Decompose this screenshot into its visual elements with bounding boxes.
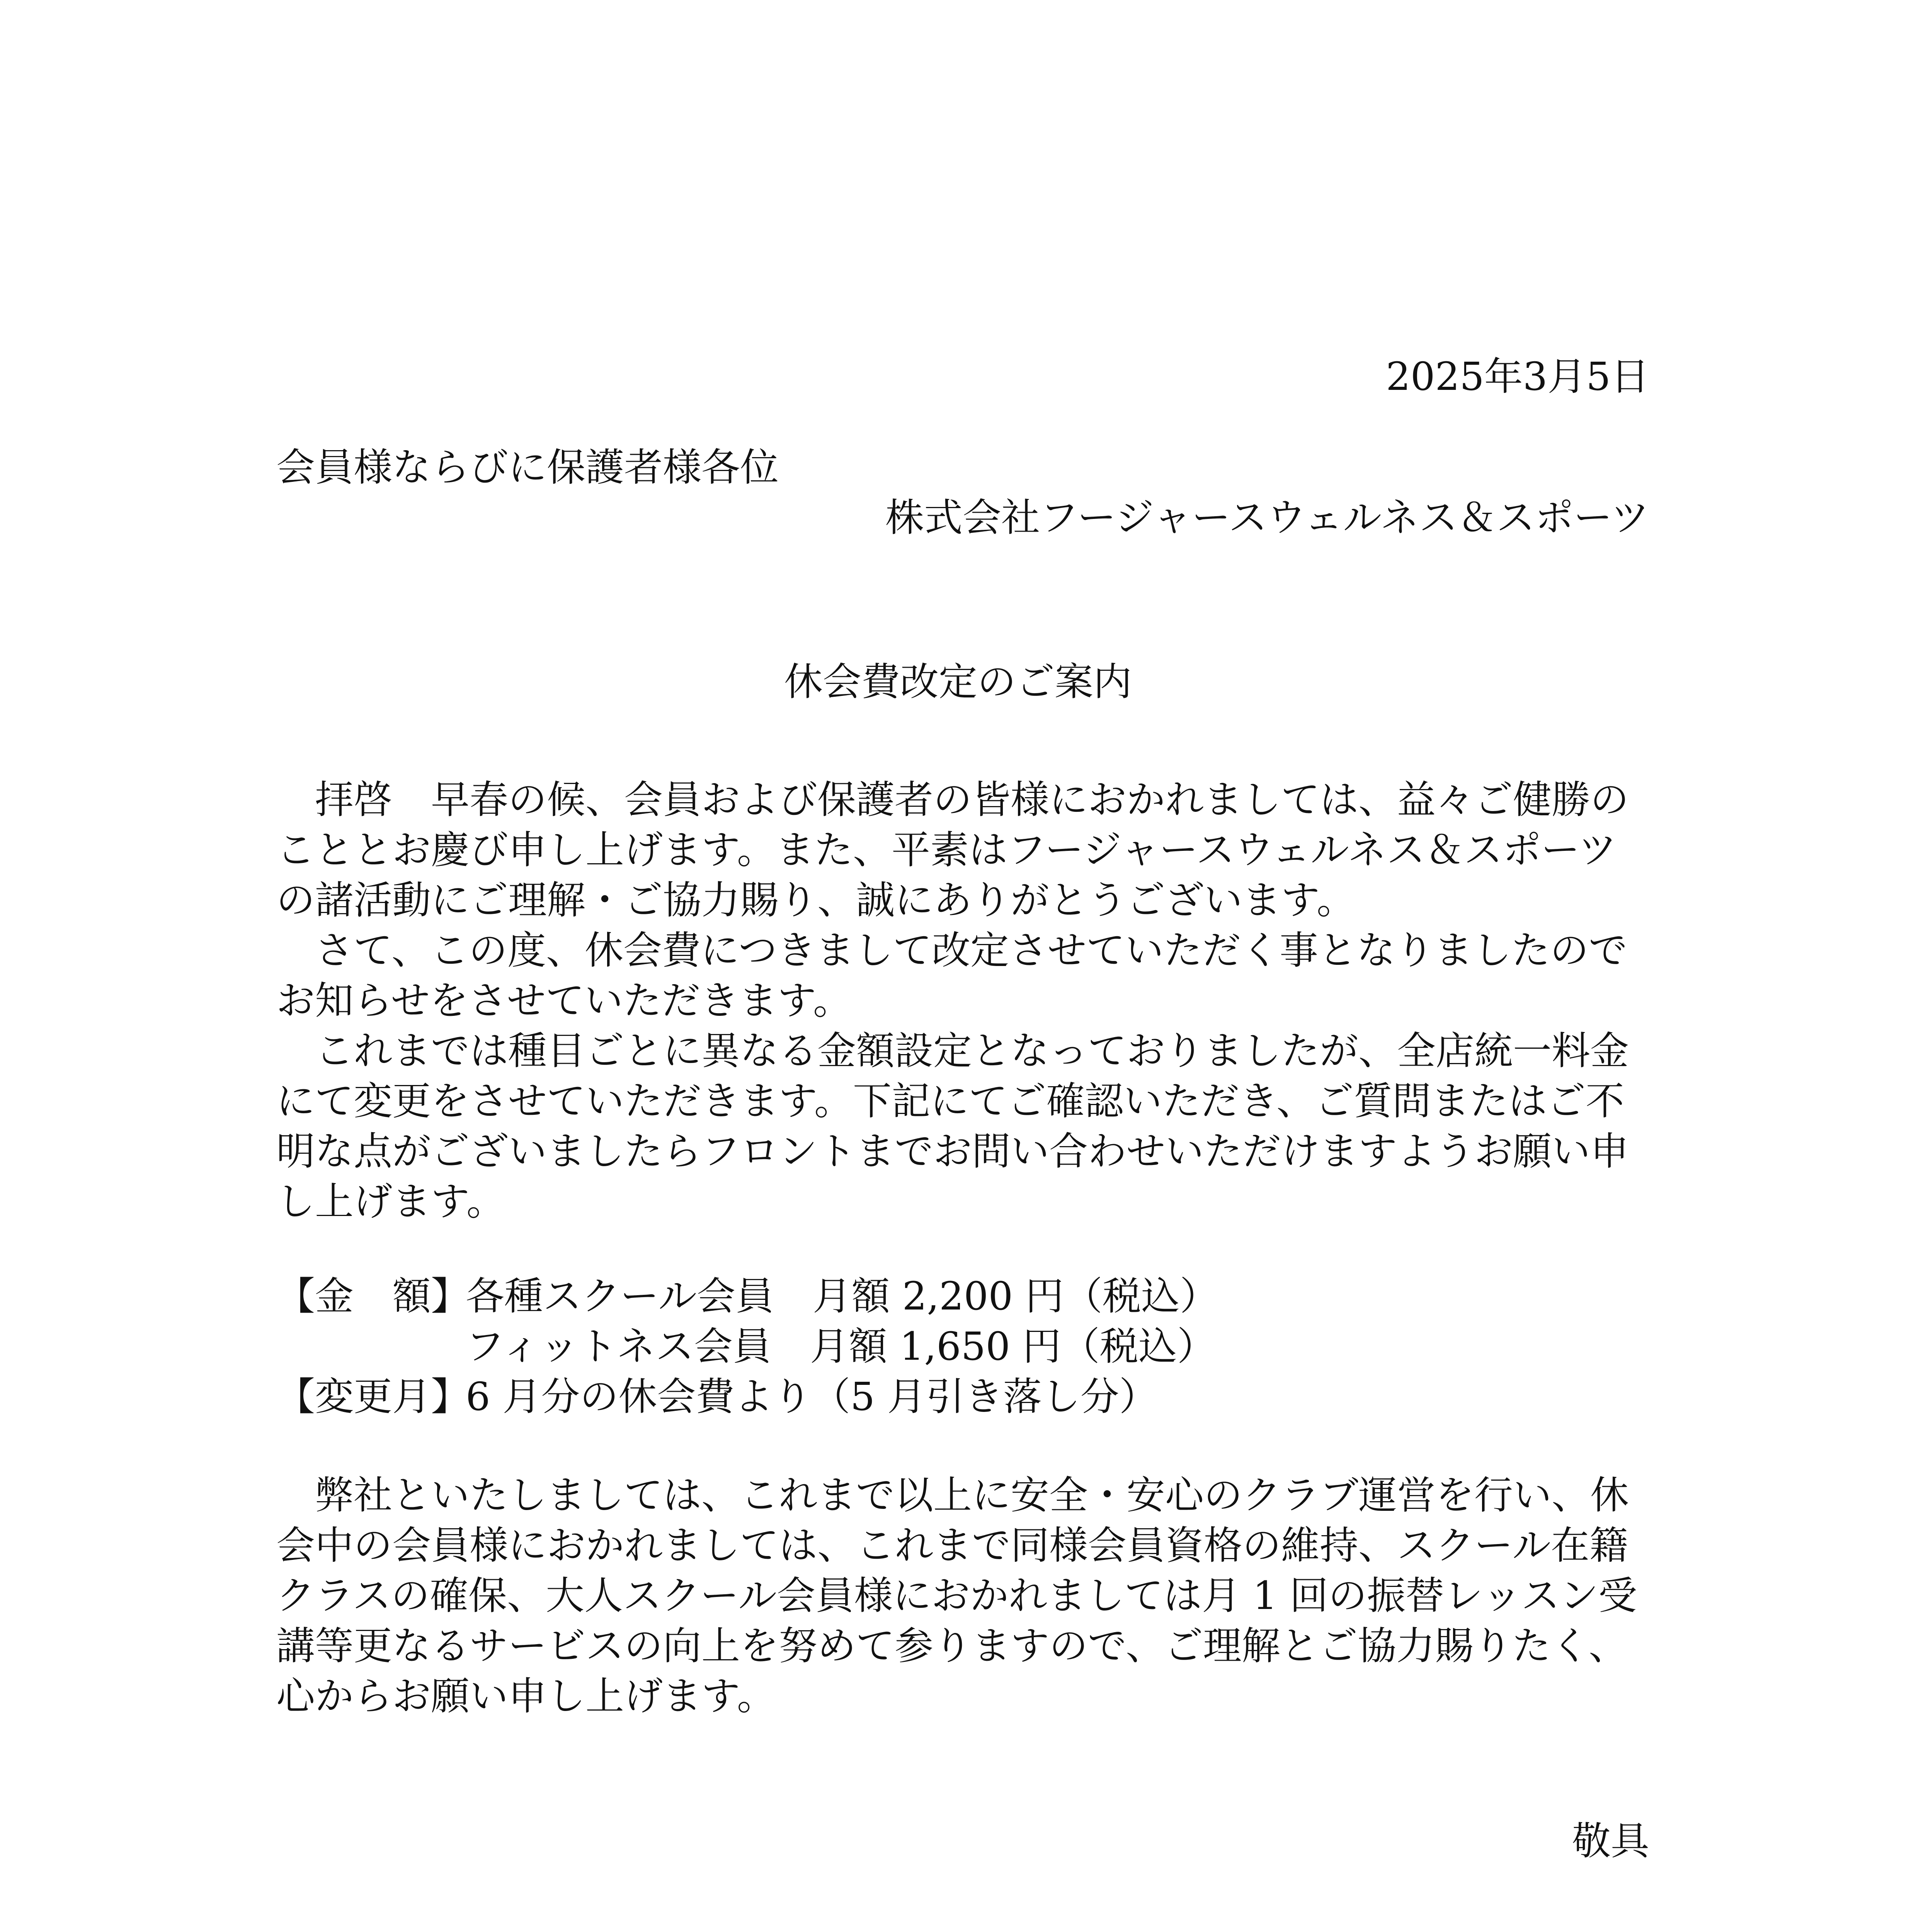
month-label: 【変更月】 [276, 1374, 470, 1419]
body-line: これまでは種目ごとに異なる金額設定となっておりましたが、全店統一料金 [276, 1028, 1629, 1073]
closing-keigu: 敬具 [1572, 1818, 1649, 1864]
body-line: こととお慶び申し上げます。また、平素はフージャースウェルネス＆スポーツ [276, 827, 1617, 872]
amount-fitness: フィットネス会員 月額 1,650 円（税込） [466, 1324, 1216, 1369]
amount-label: 【金 額】 [276, 1274, 470, 1319]
fee-details [276, 1271, 1218, 1422]
body-line: 拝啓 早春の候、会員および保護者の皆様におかれましては、益々ご健勝の [276, 777, 1629, 822]
body-line: の諸活動にご理解・ご協力賜り、誠にありがとうございます。 [276, 878, 1355, 923]
closing-line: 講等更なるサービスの向上を努めて参りますので、ご理解とご協力賜りたく、 [276, 1623, 1627, 1668]
letter-recipient: 会員様ならびに保護者様各位 [276, 445, 779, 490]
letter-body [276, 775, 1652, 1227]
letter-date: 2025年3月5日 [1386, 354, 1649, 399]
letter-title: 休会費改定のご案内 [784, 659, 1132, 704]
body-line: 明な点がございましたらフロントまでお問い合わせいただけますようお願い申 [276, 1129, 1629, 1174]
closing-line: 会中の会員様におかれましては、これまで同様会員資格の維持、スクール在籍 [276, 1523, 1628, 1568]
body-line: にて変更をさせていただきます。下記にてご確認いただき、ご質問またはご不 [276, 1078, 1624, 1124]
body-line: さて、この度、休会費につきまして改定させていただく事となりましたので [276, 928, 1627, 973]
closing-line: 弊社といたしましては、これまで以上に安全・安心のクラブ運営を行い、休 [276, 1473, 1629, 1518]
amount-row-2 [276, 1321, 1218, 1372]
letter-sender: 株式会社フージャースウェルネス＆スポーツ [885, 495, 1649, 540]
body-line: し上げます。 [276, 1179, 505, 1224]
amount-row [276, 1271, 1218, 1321]
body-line: お知らせをさせていただきます。 [276, 978, 852, 1023]
closing-line: 心からお願い申し上げます。 [276, 1673, 776, 1719]
closing-line: クラスの確保、大人スクール会員様におかれましては月 1 回の振替レッスン受 [276, 1573, 1637, 1618]
amount-school: 各種スクール会員 月額 2,200 円（税込） [466, 1274, 1218, 1319]
month-row [276, 1372, 1218, 1422]
closing-body [276, 1470, 1652, 1721]
month-value: 6 月分の休会費より（5 月引き落し分） [466, 1374, 1158, 1419]
